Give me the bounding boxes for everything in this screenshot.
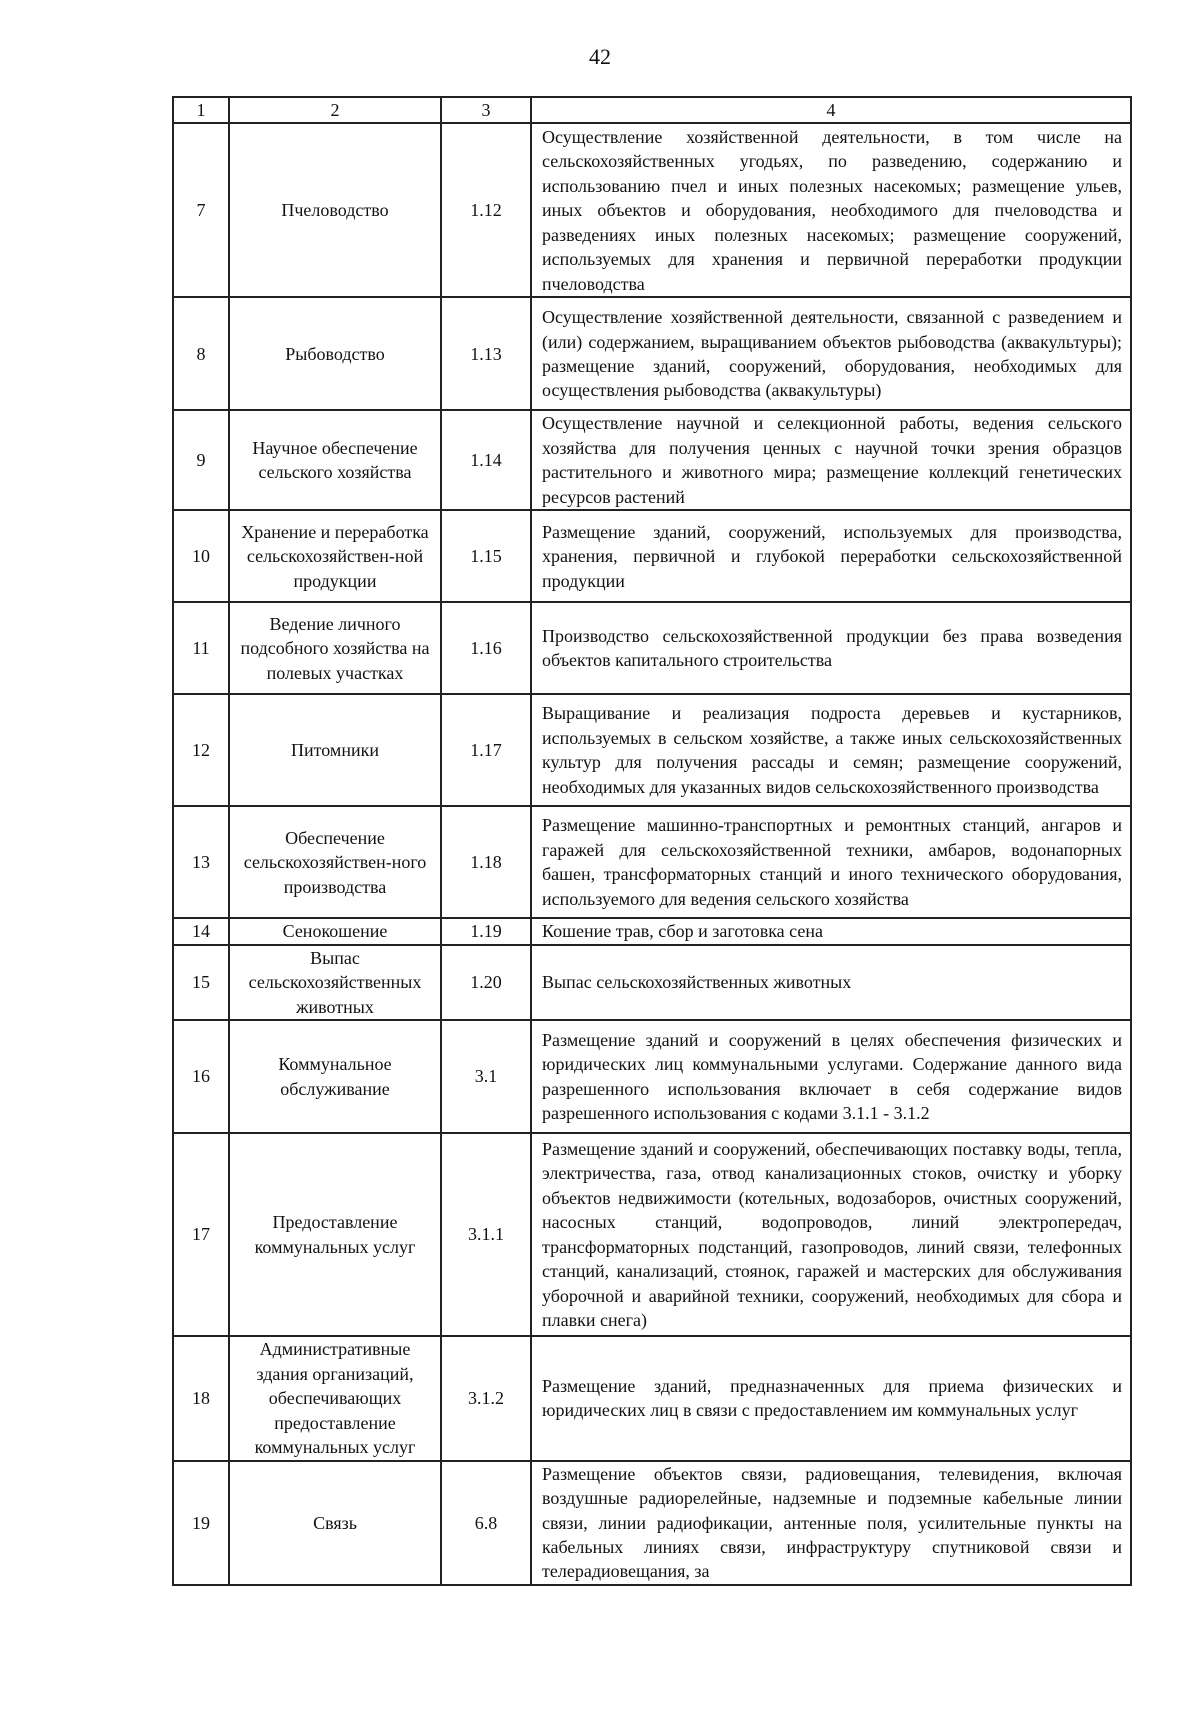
row-name-cell: Административные здания организаций, обеспечивающих предоставление коммунальных услуг [229, 1336, 441, 1460]
page-number: 42 [589, 44, 611, 69]
row-number-cell: 7 [173, 123, 229, 297]
table-row [173, 694, 1131, 806]
row-number-cell: 10 [173, 510, 229, 602]
header-cell-3: 3 [441, 97, 531, 123]
row-name-cell: Предоставление коммунальных услуг [229, 1133, 441, 1336]
row-description-cell: Размещение зданий и сооружений, обеспечивающих поставку воды, тепла, электричества, газа, отвод канализационных стоков, очистку и уборку объектов недвижимости (котельных, водозаборов, очистных сооружений, насосных станций, водопроводов, линий электропередач, трансформаторных подстанций, газопроводов, линий связи, телефонных станций, канализаций, стоянок, гаражей и мастерских для обслуживания уборочной и аварийной техники, сооружений, необходимых для сбора и плавки снега) [531, 1133, 1131, 1336]
row-number-cell: 17 [173, 1133, 229, 1336]
row-number-cell: 15 [173, 945, 229, 1020]
row-code-cell: 1.16 [441, 602, 531, 694]
table-body [173, 97, 1131, 1585]
row-code-cell: 1.18 [441, 806, 531, 918]
land-use-table [172, 96, 1132, 1586]
row-name-cell: Рыбоводство [229, 297, 441, 410]
row-number-cell: 19 [173, 1461, 229, 1585]
table-row [173, 1020, 1131, 1133]
table-row [173, 297, 1131, 410]
table-row [173, 410, 1131, 510]
row-number-cell: 11 [173, 602, 229, 694]
row-name-cell: Научное обеспечение сельского хозяйства [229, 410, 441, 510]
row-number-cell: 12 [173, 694, 229, 806]
row-name-cell: Пчеловодство [229, 123, 441, 297]
table-row [173, 602, 1131, 694]
row-description-cell: Осуществление хозяйственной деятельности, в том числе на сельскохозяйственных угодьях, по разведению, содержанию и использованию пчел и иных полезных насекомых; размещение ульев, иных объектов и оборудования, необходимого для пчеловодства и разведениях иных полезных насекомых; размещение сооружений, используемых для хранения и первичной переработки продукции пчеловодства [531, 123, 1131, 297]
row-description-cell: Размещение зданий и сооружений в целях обеспечения физических и юридических лиц коммунальными услугами. Содержание данного вида разрешенного использования включает в себя содержание видов разрешенного использования с кодами 3.1.1 - 3.1.2 [531, 1020, 1131, 1133]
row-code-cell: 3.1.1 [441, 1133, 531, 1336]
table-row [173, 945, 1131, 1020]
table-row [173, 1461, 1131, 1585]
row-description-cell: Размещение зданий, предназначенных для приема физических и юридических лиц в связи с предоставлением им коммунальных услуг [531, 1336, 1131, 1460]
row-description-cell: Выращивание и реализация подроста деревьев и кустарников, используемых в сельском хозяйстве, а также иных сельскохозяйственных культур для получения рассады и семян; размещение сооружений, необходимых для указанных видов сельскохозяйственного производства [531, 694, 1131, 806]
row-name-cell: Питомники [229, 694, 441, 806]
header-row [173, 97, 1131, 123]
row-code-cell: 1.15 [441, 510, 531, 602]
row-name-cell: Хранение и переработка сельскохозяйствен-ной продукции [229, 510, 441, 602]
row-name-cell: Выпас сельскохозяйственных животных [229, 945, 441, 1020]
row-code-cell: 6.8 [441, 1461, 531, 1585]
row-code-cell: 1.19 [441, 918, 531, 944]
row-code-cell: 1.17 [441, 694, 531, 806]
table-row [173, 806, 1131, 918]
row-code-cell: 3.1 [441, 1020, 531, 1133]
row-number-cell: 16 [173, 1020, 229, 1133]
row-description-cell: Осуществление хозяйственной деятельности, связанной с разведением и (или) содержанием, выращиванием объектов рыбоводства (аквакультуры); размещение зданий, сооружений, оборудования, необходимых для осуществления рыбоводства (аквакультуры) [531, 297, 1131, 410]
row-description-cell: Производство сельскохозяйственной продукции без права возведения объектов капитального строительства [531, 602, 1131, 694]
header-cell-2: 2 [229, 97, 441, 123]
row-description-cell: Кошение трав, сбор и заготовка сена [531, 918, 1131, 944]
table-row [173, 510, 1131, 602]
row-description-cell: Размещение зданий, сооружений, используемых для производства, хранения, первичной и глубокой переработки сельскохозяйственной продукции [531, 510, 1131, 602]
row-code-cell: 1.12 [441, 123, 531, 297]
row-code-cell: 3.1.2 [441, 1336, 531, 1460]
row-code-cell: 1.14 [441, 410, 531, 510]
table-row [173, 918, 1131, 944]
row-description-cell: Размещение машинно-транспортных и ремонтных станций, ангаров и гаражей для сельскохозяйственной техники, амбаров, водонапорных башен, трансформаторных станций и иного технического оборудования, используемого для ведения сельского хозяйства [531, 806, 1131, 918]
header-cell-1: 1 [173, 97, 229, 123]
row-number-cell: 8 [173, 297, 229, 410]
row-name-cell: Ведение личного подсобного хозяйства на полевых участках [229, 602, 441, 694]
row-name-cell: Сенокошение [229, 918, 441, 944]
row-description-cell: Выпас сельскохозяйственных животных [531, 945, 1131, 1020]
row-code-cell: 1.13 [441, 297, 531, 410]
table-row [173, 1336, 1131, 1460]
table-row [173, 123, 1131, 297]
row-name-cell: Коммунальное обслуживание [229, 1020, 441, 1133]
table-row [173, 1133, 1131, 1336]
row-number-cell: 18 [173, 1336, 229, 1460]
row-name-cell: Связь [229, 1461, 441, 1585]
row-number-cell: 13 [173, 806, 229, 918]
row-name-cell: Обеспечение сельскохозяйствен-ного производства [229, 806, 441, 918]
row-description-cell: Осуществление научной и селекционной работы, ведения сельского хозяйства для получения ценных с научной точки зрения образцов растительного и животного мира; размещение коллекций генетических ресурсов растений [531, 410, 1131, 510]
row-description-cell: Размещение объектов связи, радиовещания, телевидения, включая воздушные радиорелейные, надземные и подземные кабельные линии связи, линии радиофикации, антенные поля, усилительные пункты на кабельных линиях связи, инфраструктуру спутниковой связи и телерадиовещания, за [531, 1461, 1131, 1585]
row-number-cell: 14 [173, 918, 229, 944]
row-number-cell: 9 [173, 410, 229, 510]
header-cell-4: 4 [531, 97, 1131, 123]
row-code-cell: 1.20 [441, 945, 531, 1020]
